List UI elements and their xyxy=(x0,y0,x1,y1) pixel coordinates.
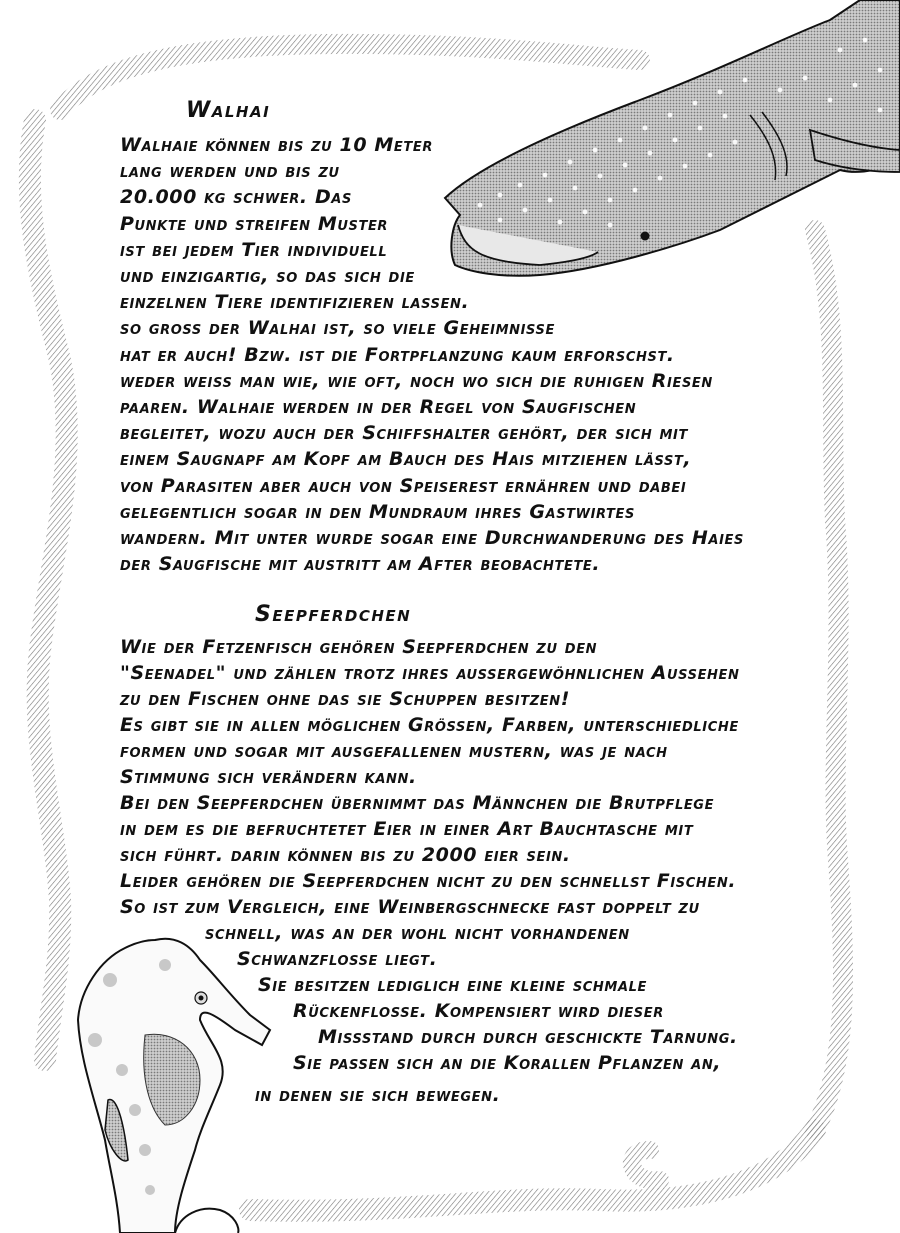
seepferdchen-text-line: Sie passen sich an die Korallen Pflanzen an, xyxy=(293,1052,722,1074)
border-top-stroke xyxy=(60,44,640,110)
seepferdchen-text-line: schnell, was an der wohl nicht vorhandenen xyxy=(205,922,630,944)
seahorse-illustration xyxy=(78,939,270,1233)
seepferdchen-text-line: Stimmung sich verändern kann. xyxy=(120,766,417,788)
walhai-text-line: der Saugfische mit austritt am After beobachtete. xyxy=(120,553,601,576)
seepferdchen-text-line: in denen sie sich bewegen. xyxy=(255,1084,501,1106)
border-bottom-loop xyxy=(632,1150,660,1180)
seepferdchen-text-line: Schwanzflosse liegt. xyxy=(237,948,438,970)
walhai-text-line: wandern. Mit unter wurde sogar eine Durchwanderung des Haies xyxy=(120,527,744,549)
walhai-text-line: einem Saugnapf am Kopf am Bauch des Hais mitziehen lässt, xyxy=(120,448,692,471)
walhai-text-line: Walhaie können bis zu 10 Meter xyxy=(120,134,433,156)
seepferdchen-text-line: Rückenflosse. Kompensiert wird dieser xyxy=(293,1000,664,1022)
walhai-text-line: gelegentlich sogar in den Mundraum ihres Gastwirtes xyxy=(120,500,635,523)
seepferdchen-text-line: "Seenadel" und zählen trotz ihres aussergewöhnlichen Aussehen xyxy=(120,662,740,684)
shark-eye xyxy=(641,232,650,241)
walhai-text-line: Punkte und streifen Muster xyxy=(120,212,389,235)
walhai-text-line: begleitet, wozu auch der Schiffshalter gehört, der sich mit xyxy=(120,422,688,445)
seepferdchen-text-line: Missstand durch durch geschickte Tarnung. xyxy=(318,1026,738,1048)
walhai-text-line: so gross der Walhai ist, so viele Geheimnisse xyxy=(120,317,555,340)
border-bottom-stroke xyxy=(250,1130,815,1211)
walhai-text-line: lang werden und bis zu xyxy=(120,160,340,183)
seepferdchen-text-line: formen und sogar mit ausgefallenen mustern, was je nach xyxy=(120,740,668,762)
seepferdchen-text-line: zu den Fischen ohne das sie Schuppen besitzen! xyxy=(120,688,570,710)
seepferdchen-text-line: Leider gehören die Seepferdchen nicht zu den schnellst Fischen. xyxy=(120,870,737,892)
walhai-text-line: und einzigartig, so das sich die xyxy=(120,265,415,287)
seahorse-tail-curl xyxy=(175,1209,238,1233)
seepferdchen-text-line: sich führt. darin können bis zu 2000 eier sein. xyxy=(120,844,571,866)
walhai-text-line: 20.000 kg schwer. Das xyxy=(120,186,352,209)
walhai-text-line: ist bei jedem Tier individuell xyxy=(120,238,388,261)
border-left-stroke xyxy=(30,120,67,1060)
walhai-text-line: von Parasiten aber auch von Speiserest ernähren und dabei xyxy=(120,474,687,497)
seepferdchen-text-line: Sie besitzen lediglich eine kleine schmale xyxy=(258,974,647,996)
seepferdchen-text-line: Wie der Fetzenfisch gehören Seepferdchen zu den xyxy=(120,636,598,658)
border-right-stroke xyxy=(815,230,843,1130)
walhai-text-line: hat er auch! Bzw. ist die Fortpflanzung kaum erforschst. xyxy=(120,343,675,366)
seepferdchen-text-line: Es gibt sie in allen möglichen Grössen, Farben, unterschiedliche xyxy=(120,714,739,736)
seepferdchen-text-line: Bei den Seepferdchen übernimmt das Männchen die Brutpflege xyxy=(120,792,715,814)
seepferdchen-text-line: So ist zum Vergleich, eine Weinbergschnecke fast doppelt zu xyxy=(120,896,700,918)
seepferdchen-title: Seepferdchen xyxy=(255,602,412,627)
seepferdchen-text-line: in dem es die befruchtetet Eier in einer Art Bauchtasche mit xyxy=(120,818,694,840)
walhai-title: Walhai xyxy=(186,98,271,123)
walhai-text-line: weder weiss man wie, wie oft, noch wo sich die ruhigen Riesen xyxy=(120,369,713,392)
walhai-text-line: paaren. Walhaie werden in der Regel von Saugfischen xyxy=(120,396,637,418)
walhai-text-line: einzelnen Tiere identifizieren lassen. xyxy=(120,291,470,314)
